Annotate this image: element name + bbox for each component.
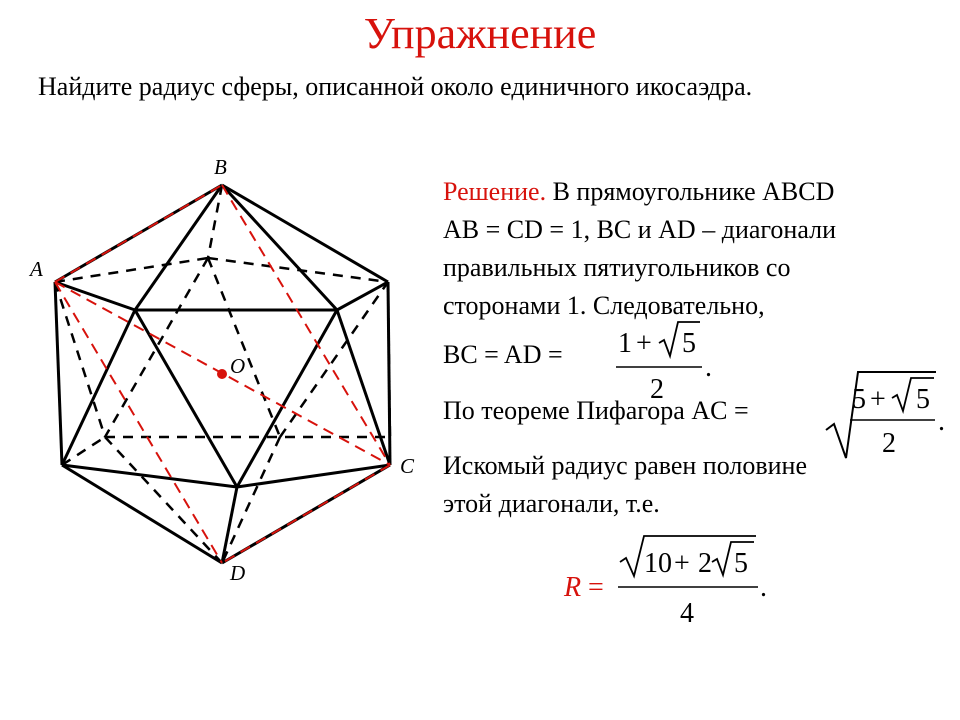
- f2-denominator: 2: [882, 428, 896, 459]
- f1-denominator: 2: [650, 374, 664, 402]
- segment-bc: [222, 185, 390, 465]
- f2-plus-sign: +: [870, 384, 886, 415]
- f2-radicand: 5: [916, 384, 930, 415]
- slide-title: Упражнение: [363, 9, 597, 58]
- f2-numerator-five: 5: [852, 384, 866, 415]
- visible-edge: [237, 310, 337, 487]
- formula-diagonal-ac: [822, 368, 954, 464]
- segment-ab: [55, 185, 222, 282]
- pythagoras-statement: По теореме Пифагора AC =: [443, 396, 749, 425]
- f3-plus-sign: +: [674, 548, 690, 579]
- solution-text: [443, 173, 943, 325]
- hidden-edge: [222, 437, 280, 563]
- label-c: C: [400, 454, 415, 478]
- formula-golden-ratio: [612, 318, 722, 402]
- visible-edge: [237, 465, 390, 487]
- visible-edge: [337, 282, 388, 310]
- radius-line-2: этой диагонали, т.е.: [443, 489, 660, 518]
- hidden-edge: [105, 437, 222, 563]
- f3-radicand: 5: [734, 548, 748, 579]
- f2-period: .: [938, 406, 945, 437]
- visible-edge: [62, 465, 237, 487]
- visible-edge: [337, 310, 390, 465]
- f3-r-symbol: R: [564, 572, 582, 603]
- f1-period: .: [705, 352, 712, 383]
- visible-edge: [388, 282, 390, 465]
- label-b: B: [214, 155, 227, 179]
- icosahedron-figure: [0, 150, 440, 590]
- visible-edge: [135, 310, 237, 487]
- f3-denominator: 4: [680, 598, 694, 629]
- label-a: A: [30, 257, 43, 281]
- label-d: D: [230, 561, 246, 585]
- visible-edge: [222, 487, 237, 563]
- solution-line-1-rest: В прямоугольнике ABCD: [546, 177, 835, 206]
- solution-lead: Решение.: [443, 177, 547, 206]
- solution-line-2: AB = CD = 1, BC и AD – диагонали: [443, 215, 836, 244]
- hidden-edge: [208, 258, 388, 282]
- f3-equals-sign: =: [588, 572, 604, 603]
- visible-edge: [222, 185, 337, 310]
- visible-edge: [55, 282, 135, 310]
- solution-line-3: правильных пятиугольников со: [443, 253, 791, 282]
- solution-line-1: [443, 173, 943, 211]
- segment-ad: [55, 282, 222, 563]
- formula-radius: [560, 532, 770, 632]
- f1-radicand: 5: [682, 328, 696, 359]
- solution-line-4: сторонами 1. Следовательно,: [443, 291, 765, 320]
- f1-numerator-one: 1: [618, 328, 632, 359]
- f3-numerator-ten: 10: [644, 548, 672, 579]
- f3-period: .: [760, 572, 767, 603]
- f3-coefficient: 2: [698, 548, 712, 579]
- visible-edge: [222, 185, 388, 282]
- visible-edge: [62, 465, 222, 563]
- radius-line-1: Искомый радиус равен половине: [443, 451, 807, 480]
- bc-ad-statement: BC = AD =: [443, 340, 563, 369]
- task-statement: Найдите радиус сферы, описанной около единичного икосаэдра.: [38, 72, 753, 101]
- center-point-o: [217, 369, 227, 379]
- hidden-edge: [55, 282, 105, 437]
- hidden-edge: [208, 258, 280, 437]
- f1-plus-sign: +: [636, 328, 652, 359]
- label-o: O: [230, 354, 246, 378]
- visible-edge: [55, 282, 62, 465]
